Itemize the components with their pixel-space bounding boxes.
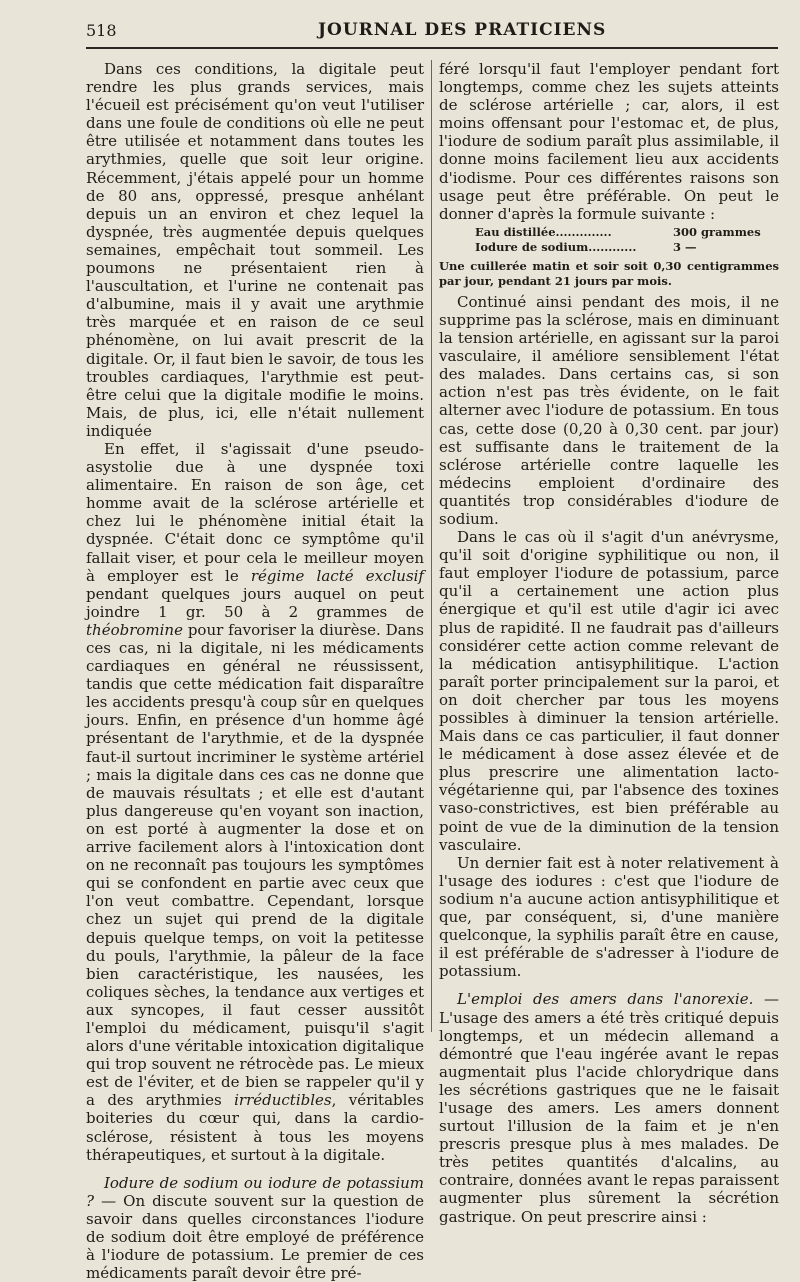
paragraph-pseudo-asystolie: En effet, il s'agissait d'une pseudo-asystolie due à une dyspnée toxi alimentaire. En raison de son âge, cet homme avait de la sclérose artérielle et chez lui le phénomène initial était la dyspnée. C'était donc ce symptôme qu'il fallait viser, et pour cela le meilleur moyen à employer est le régime lacté exclusif pendant quelques jours auquel on peut joindre 1 gr. 50 à 2 grammes de théobromine pour favoriser la diurèse. Dans ces cas, ni la digitale, ni les médicaments cardiaques en général ne réussissent, tandis que cette médication fait disparaître les accidents presqu'à coup sûr en quelques jours. Enfin, en présence d'un homme âgé présentant de l'arythmie, et de la dyspnée faut-il surtout incriminer le système artériel ; mais la digitale dans ces cas ne donne que de mauvais résultats ; et elle est d'autant plus dangereuse qu'en voyant son inaction, on est porté à augmenter la dose et on arrive facilement alors à l'intoxication dont on ne reconnaît pas toujours les symptômes qui se confondent en partie avec ceux que l'on veut combattre. Cependant, lorsque chez un sujet qui prend de la digitale depuis quelque temps, on voit la petitesse du pouls, l'arythmie, la pâleur de la face bien caractéristique, les nausées, les coliques sèches, la tendance aux vertiges et aux syncopes, il faut cesser aussitôt l'emploi du médicament, puisqu'il s'agit alors d'une véritable intoxication digitalique qui trop souvent ne rétrocède pas. Le mieux est de l'éviter, et de bien se rappeler qu'il y a des arythmies irréductibles, véritables boiteries du cœur qui, dans la cardio-sclérose, résistent à tous les moyens thérapeutiques, et surtout à la digitale. (86, 439, 424, 1164)
emphasis-regime-lacte: régime lacté exclusif (250, 566, 424, 585)
page-number: 518 (86, 21, 117, 40)
section-amers: L'emploi des amers dans l'anorexie. — L'usage des amers a été très critiqué depuis longtemps, et un médecin allemand a démontré que l'eau ingérée avant le repas augmentait plus l'acide chlorydrique dans les sécrétions gastriques que ne le faisait l'usage des amers. Les amers donnent surtout l'illusion de la faim et je n'en prescris presque plus à mes malades. De très petites quantités d'alcalins, au contraire, données avant le repas paraissent augmenter plus sûrement la sécrétion gastrique. On peut prescrire ainsi : (439, 990, 779, 1226)
paragraph-iodure-continued: féré lorsqu'il faut l'employer pendant fort longtemps, comme chez les sujets atteints de sclérose artérielle ; car, alors, il est moins offensant pour l'estomac et, de plus, l'iodure de sodium paraît plus assimilable, il donne moins facilement lieu aux accidents d'iodisme. Pour ces différentes raisons son usage peut être préférable. On peut le donner d'après la formule suivante : (439, 60, 779, 223)
right-column (439, 60, 779, 1226)
emphasis-theobromine: théobromine (86, 620, 183, 639)
left-column (86, 60, 424, 1282)
section-gap (439, 980, 779, 990)
section-heading-amers: L'emploi des amers dans l'anorexie. (457, 990, 754, 1009)
header-rule (86, 47, 778, 49)
prescription-formula (439, 225, 779, 255)
column-divider (431, 60, 432, 1032)
emphasis-irreductibles: irréductibles (234, 1091, 332, 1110)
section-gap (86, 1164, 424, 1174)
formula-note: Une cuillerée matin et soir soit 0,30 centigrammes par jour, pendant 21 jours par mois. (439, 258, 779, 288)
formula-quantity: 3 — (673, 239, 697, 254)
journal-title: JOURNAL DES PRATICIENS (318, 20, 607, 40)
formula-row (439, 240, 779, 255)
paragraph-anevrysme: Dans le cas où il s'agit d'un anévrysme, qu'il soit d'origine syphilitique ou non, il faut employer l'iodure de potassium, parce qu'il a certainement une action plus énergique et qu'il est utile d'agir ici avec plus de rapidité. Il ne faudrait pas d'ailleurs considérer cette action comme relevant de la médication antisyphilitique. L'action paraît porter principalement sur la paroi, et on doit chercher par tous les moyens possibles à diminuer la tension artérielle. Mais dans ce cas particulier, il faut donner le médicament à dose assez élevée et de plus prescrire une alimentation lacto-végétarienne qui, par l'absence des toxines vaso-constrictives, est bien préférable au point de vue de la diminution de la tension vasculaire. (439, 528, 779, 854)
formula-ingredient: Iodure de sodium............ (475, 239, 637, 254)
section-heading-iodure: Iodure de sodium ou iodure de potassium ? (86, 1173, 424, 1210)
formula-row (439, 225, 779, 240)
page-header (86, 18, 776, 46)
formula-ingredient: Eau distillée.............. (475, 224, 612, 239)
paragraph-digitale-conditions: Dans ces conditions, la digitale peut rendre les plus grands services, mais l'écueil est précisément qu'on veut l'utiliser dans une foule de conditions où elle ne peut être utilisée et notamment dans toutes les arythmies, quelle que soit leur origine. Récemment, j'étais appelé pour un homme de 80 ans, oppressé, presque anhélant depuis un an environ et chez lequel la dyspnée, très augmentée depuis quelques semaines, empêchait tout sommeil. Les poumons ne présentaient rien à l'auscultation, et l'urine ne contenait pas d'albumine, mais il y avait une arythmie très marquée et en raison de ce seul phénomène, on lui avait prescrit de la digitale. Or, il faut bien le savoir, de tous les troubles cardiaques, l'arythmie est peut-être celui que la digitale modifie le moins. Mais, de plus, ici, elle n'était nullement indiquée (86, 60, 424, 440)
formula-quantity: 300 grammes (673, 224, 761, 239)
paragraph-dernier-fait: Un dernier fait est à noter relativement à l'usage des iodures : c'est que l'iodure de sodium n'a aucune action antisyphilitique et que, par conséquent, si, d'une manière quelconque, la syphilis paraît être en cause, il est préférable de s'adresser à l'iodure de potassium. (439, 853, 779, 981)
paragraph-continue: Continué ainsi pendant des mois, il ne supprime pas la sclérose, mais en diminuant la tension artérielle, en agissant sur la paroi vasculaire, il améliore sensiblement l'état des malades. Dans certains cas, si son action n'est pas très évidente, on le fait alterner avec l'iodure de potassium. En tous cas, cette dose (0,20 à 0,30 cent. par jour) est suffisante dans le traitement de la sclérose artérielle contre laquelle les médecins emploient d'ordinaire des quantités trop considérables d'iodure de sodium. (439, 292, 779, 528)
section-iodure: Iodure de sodium ou iodure de potassium ? — On discute souvent sur la question de savoir dans quelles circonstances l'iodure de sodium doit être employé de préférence à l'iodure de potassium. Le premier de ces médicaments paraît devoir être pré- (86, 1173, 424, 1282)
